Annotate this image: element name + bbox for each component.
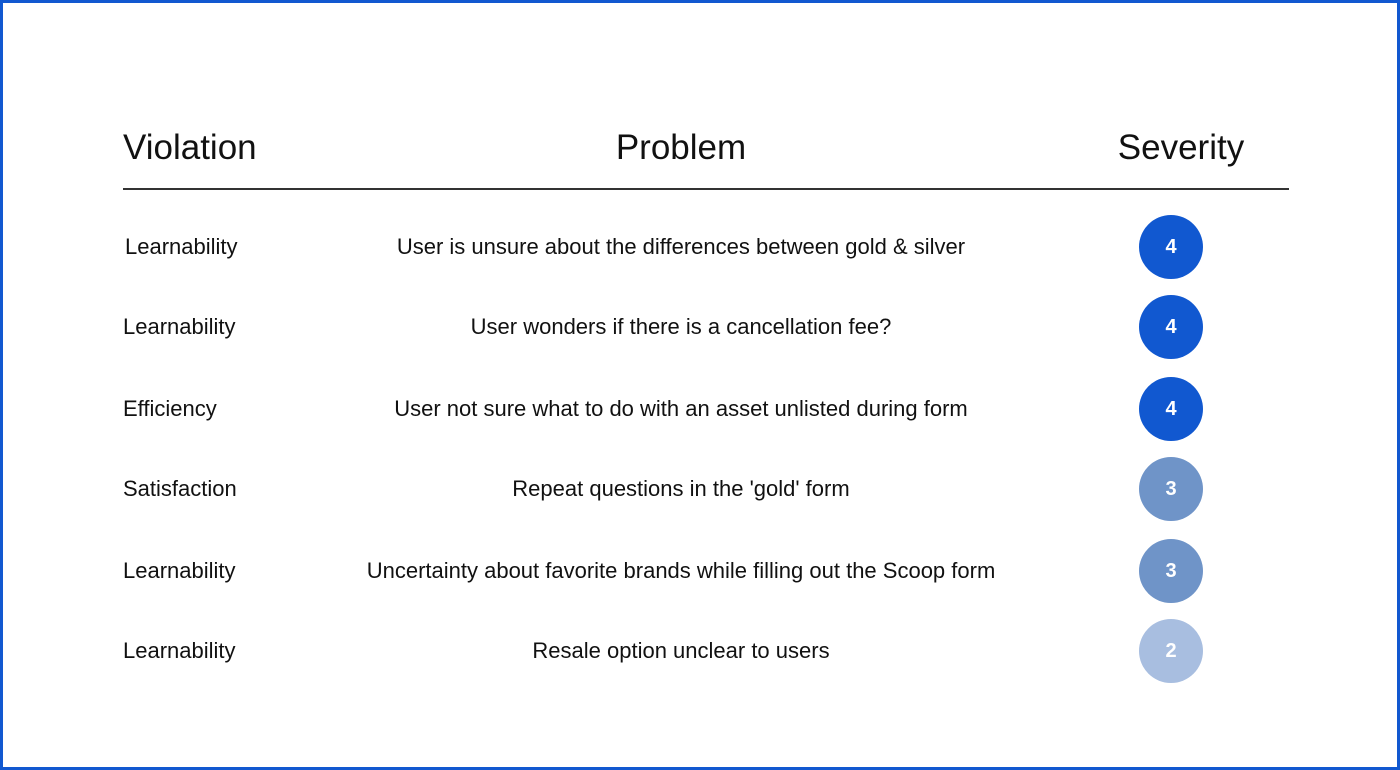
severity-badge: 3 xyxy=(1139,539,1203,603)
table-row xyxy=(3,619,1400,683)
violation-cell: Learnability xyxy=(123,638,236,663)
severity-badge: 4 xyxy=(1139,377,1203,441)
violation-cell: Learnability xyxy=(125,234,238,259)
table-row xyxy=(3,539,1400,603)
violation-cell: Learnability xyxy=(123,558,236,583)
header-problem: Problem xyxy=(615,128,747,167)
problem-cell: Repeat questions in the 'gold' form xyxy=(512,476,850,501)
table-row xyxy=(3,377,1400,441)
severity-badge: 3 xyxy=(1139,457,1203,521)
table-row xyxy=(3,295,1400,359)
header-divider xyxy=(123,188,1289,190)
severity-badge: 4 xyxy=(1139,295,1203,359)
table-row xyxy=(3,215,1400,279)
severity-badge: 2 xyxy=(1139,619,1203,683)
table-row xyxy=(3,457,1400,521)
violation-cell: Efficiency xyxy=(123,396,217,421)
header-severity: Severity xyxy=(1117,128,1245,167)
header-violation: Violation xyxy=(123,128,257,167)
problem-cell: User not sure what to do with an asset unlisted during form xyxy=(394,396,968,421)
problem-cell: User is unsure about the differences between gold & silver xyxy=(396,234,966,259)
problem-cell: Uncertainty about favorite brands while filling out the Scoop form xyxy=(366,558,996,583)
problem-cell: Resale option unclear to users xyxy=(532,638,830,663)
problem-cell: User wonders if there is a cancellation fee? xyxy=(470,314,892,339)
severity-badge: 4 xyxy=(1139,215,1203,279)
violation-cell: Satisfaction xyxy=(123,476,237,501)
violation-cell: Learnability xyxy=(123,314,236,339)
